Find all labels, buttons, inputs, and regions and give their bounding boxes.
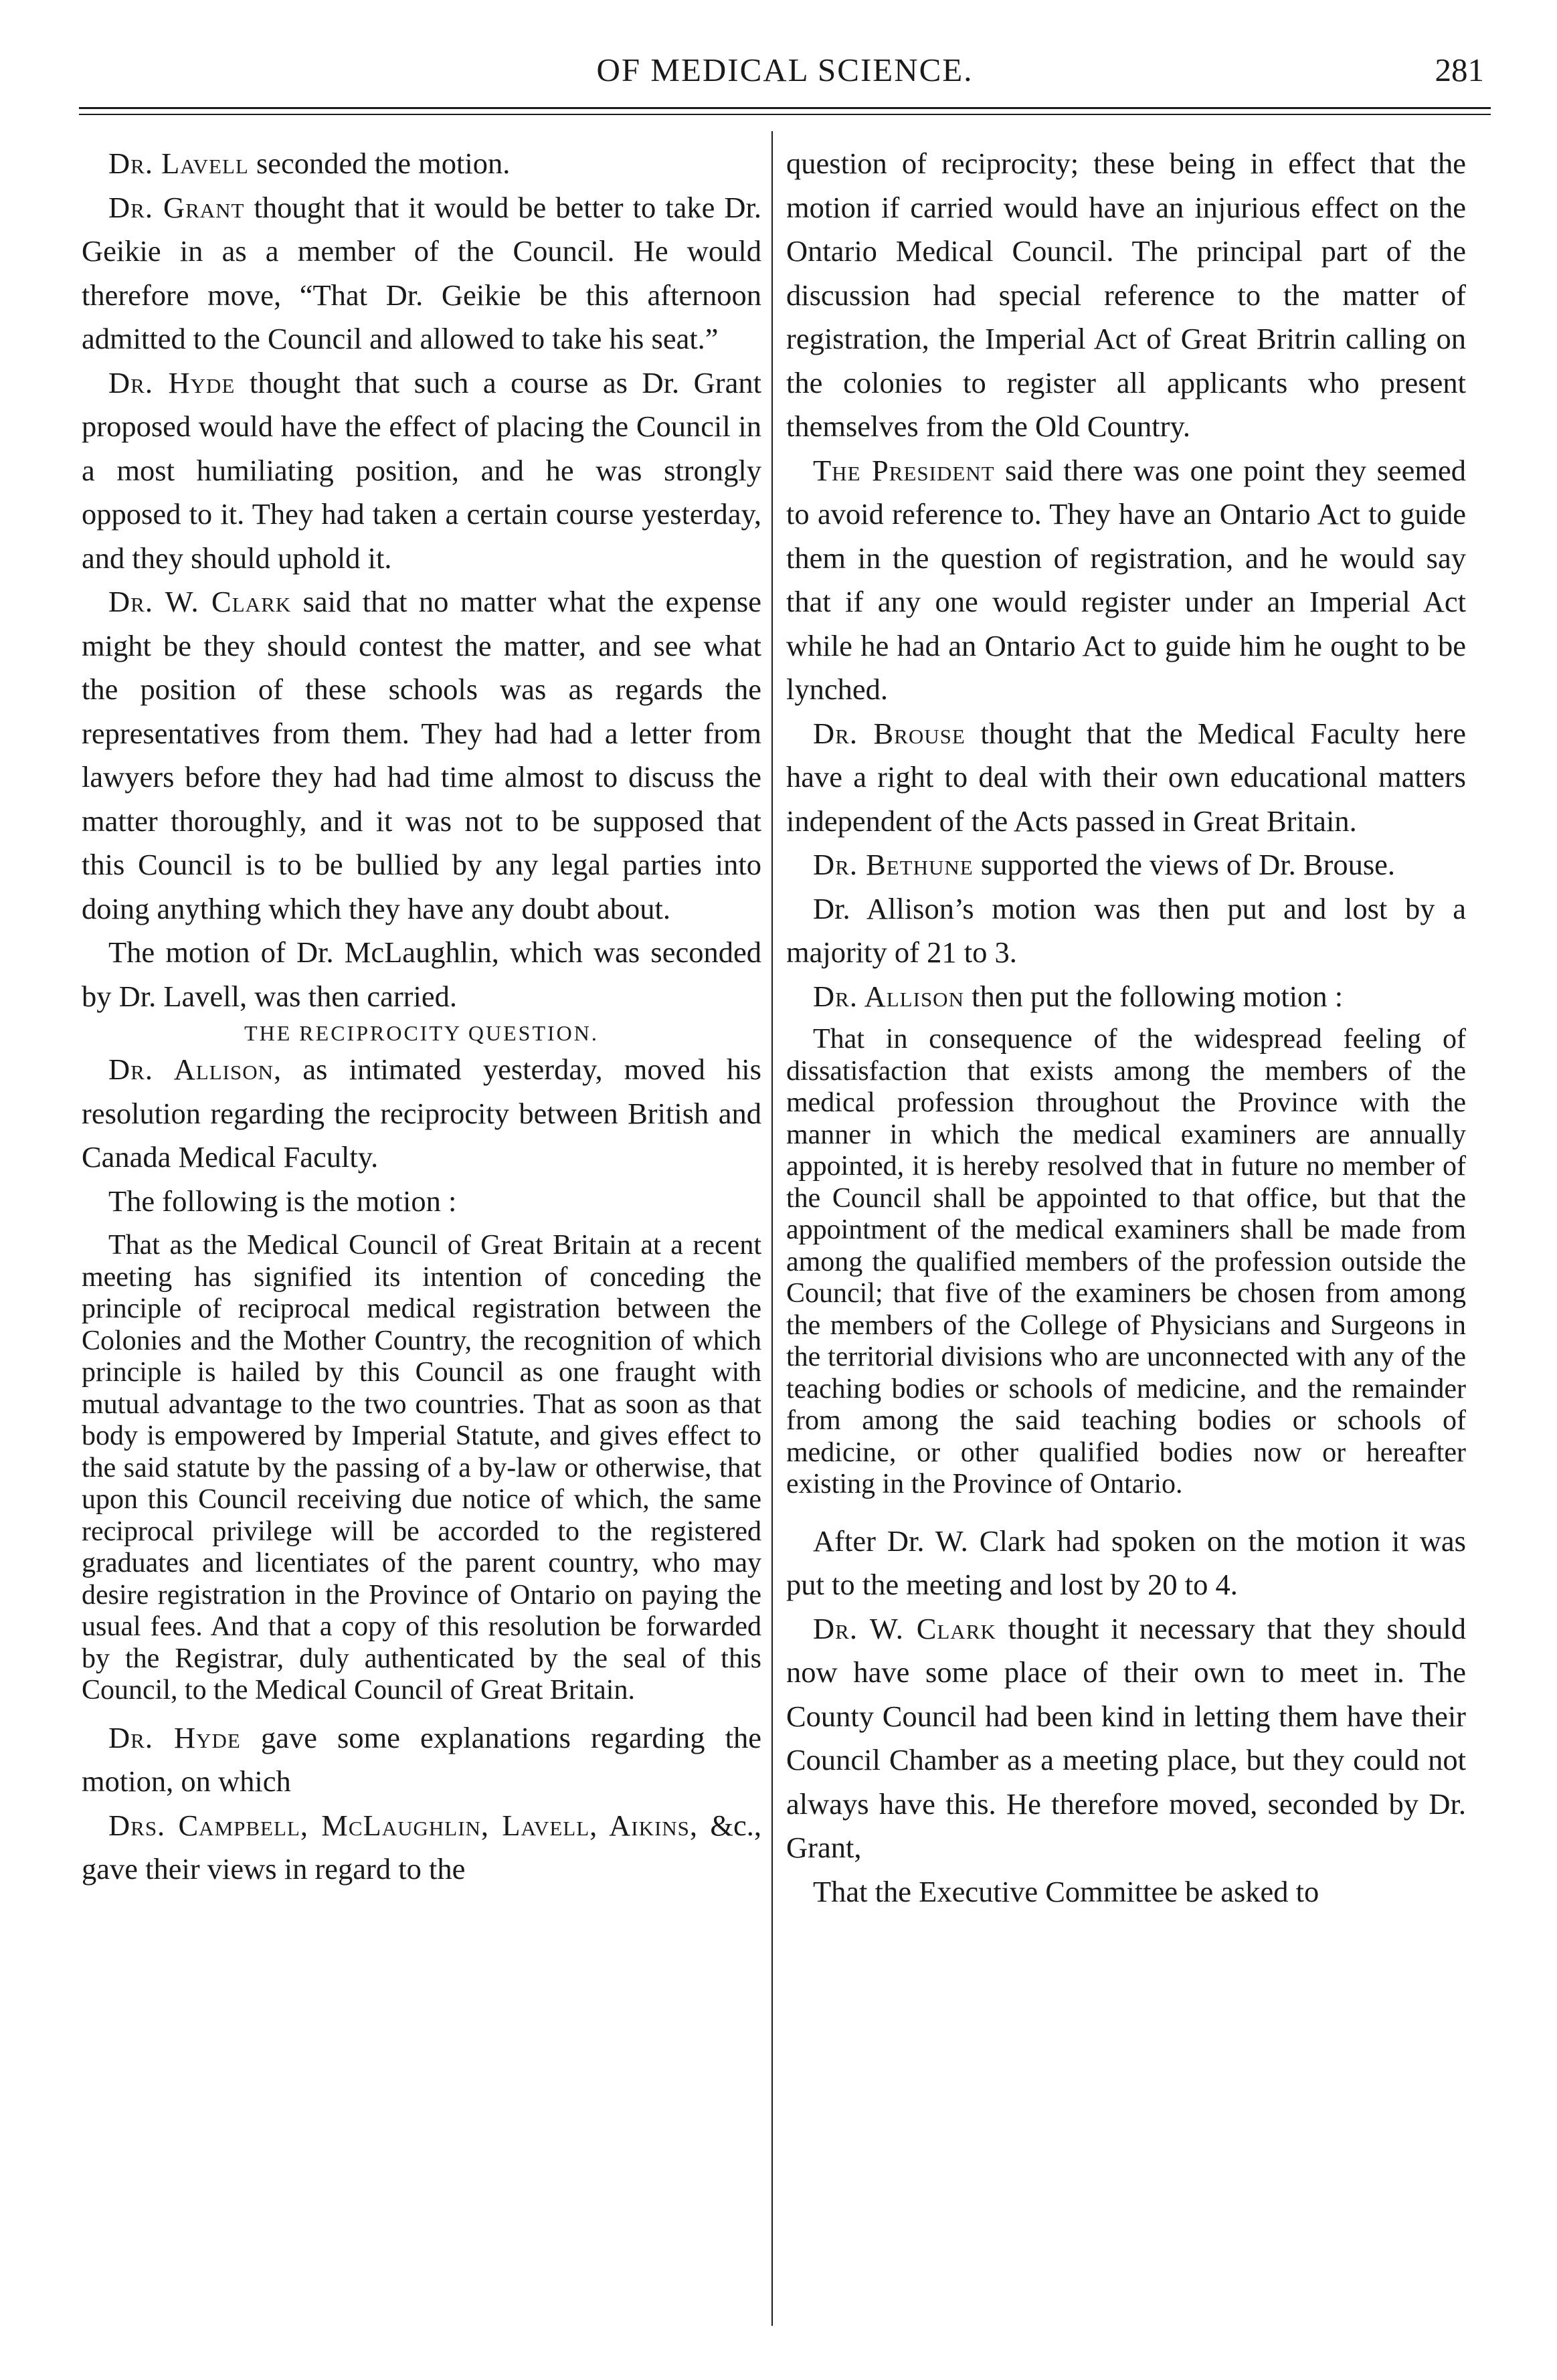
paragraph: [82, 1716, 761, 1804]
paragraph-text: then put the following motion :: [964, 979, 1344, 1013]
left-column: [82, 142, 761, 1892]
speaker-name: Dr. W. Clark: [108, 585, 292, 618]
speaker-name: Dr. Lavell: [108, 147, 249, 180]
paragraph-text: seconded the motion.: [248, 147, 511, 180]
speaker-name: Dr. Allison: [813, 979, 964, 1013]
speaker-name: Dr. Bethune: [813, 848, 974, 881]
header-rule: [79, 107, 1491, 109]
section-heading: THE RECIPROCITY QUESTION.: [244, 1021, 599, 1045]
running-title: OF MEDICAL SCIENCE.: [596, 52, 974, 88]
page-header: [79, 39, 1491, 106]
speaker-name: Drs. Campbell, McLaughlin, Lavell, Aikins,: [108, 1808, 699, 1842]
speaker-name: Dr. Hyde: [108, 365, 236, 399]
motion-text: That in consequence of the widespread feeling of dissatisfaction that exists among the members of the medical profession throughout the Province with the manner in which the medical examiners are annually appointed, it is hereby resolved that in future no member of the Council shall be appointed to that office, but that the appointment of the medical examiners shall be made from among the qualified members of the profession outside the Council; that five of the examiners be chosen from among the members of the College of Physicians and Surgeons in the territorial divisions who are unconnected with any of the teaching bodies or schools of medicine, and the remainder from among the said teaching bodies or schools of medicine, or other qualified bodies now or hereafter existing in the Province of Ontario.: [786, 1024, 1466, 1499]
paragraph: [786, 975, 1466, 1019]
speaker-name: The President: [813, 453, 995, 487]
speaker-name: Dr. Brouse: [813, 716, 966, 750]
speaker-name: Dr. Allison: [108, 1052, 274, 1086]
paragraph: [786, 712, 1466, 844]
paragraph: The following is the motion :: [108, 1184, 457, 1218]
paragraph-text: thought that the Medical Faculty here have a right to deal with their own educational matters independent of the Acts passed in Great Britain.: [786, 716, 1466, 838]
paragraph-text: thought it necessary that they should now have some place of their own to meet in. The County Council had been kind in letting them have their Council Chamber as a meeting place, but they could not always have this. He therefore moved, seconded by Dr. Grant,: [786, 1611, 1466, 1864]
paragraph: The motion of Dr. McLaughlin, which was seconded by Dr. Lavell, was then carried.: [82, 935, 761, 1013]
paragraph-text: supported the views of Dr. Brouse.: [973, 848, 1396, 881]
paragraph-text: &c., gave their views in regard to the: [82, 1808, 761, 1886]
paragraph: [82, 580, 761, 931]
paragraph: [82, 1804, 761, 1892]
paragraph: [786, 843, 1466, 887]
paragraph: After Dr. W. Clark had spoken on the motion it was put to the meeting and lost by 20 to 4.: [786, 1524, 1466, 1601]
motion-text: That as the Medical Council of Great Britain at a recent meeting has signified its intention of conceding the principle of reciprocal medical registration between the Colonies and the Mother Country, the recognition of which principle is hailed by this Council as one fraught with mutual advantage to the two countries. That as soon as that body is empowered by Imperial Statute, and gives effect to the said statute by the passing of a by-law or otherwise, that upon this Council receiving due notice of which, the same reciprocal privilege will be accorded to the registered graduates and licentiates of the parent country, who may desire registration in the Province of Ontario on paying the usual fees. And that a copy of this resolution be forwarded by the Registrar, duly authenticated by the seal of this Council, to the Medical Council of Great Britain.: [82, 1230, 761, 1706]
paragraph: [82, 1048, 761, 1180]
paragraph-text: said that no matter what the expense might be they should contest the matter, and see what the position of these schools was as regards the representatives from them. They had had a letter from lawyers before they had had time almost to discuss the matter thoroughly, and it was not to be supposed that this Council is to be bullied by any legal parties into doing anything which they have any doubt about.: [82, 585, 761, 925]
paragraph: That the Executive Committee be asked to: [813, 1874, 1319, 1908]
paragraph-text: said there was one point they seemed to avoid reference to. They have an Ontario Act to guide them in the question of registration, and he would say that if any one would register under an Imperial Act while he had an Ontario Act to guide him he ought to be lynched.: [786, 453, 1466, 706]
paragraph-text: thought that such a course as Dr. Grant proposed would have the effect of placing the Council in a most humiliating position, and he was strongly opposed to it. They had taken a certain course yesterday, and they should uphold it.: [82, 365, 761, 575]
paragraph-text: gave some explanations regarding the motion, on which: [82, 1720, 761, 1798]
column-divider: [771, 131, 773, 2326]
speaker-name: Dr. W. Clark: [813, 1611, 996, 1645]
header-rule-thin: [79, 114, 1491, 115]
paragraph: question of reciprocity; these being in effect that the motion if carried would have an injurious effect on the Ontario Medical Council. The principal part of the discussion had special reference to the matter of registration, the Imperial Act of Great Britrin calling on the colonies to register all applicants who present themselves from the Old Country.: [786, 147, 1466, 443]
speaker-name: Dr. Grant: [108, 190, 245, 224]
speaker-name: Dr. Hyde: [108, 1720, 241, 1754]
paragraph: [786, 1607, 1466, 1870]
paragraph: [82, 186, 761, 361]
paragraph-text: thought that it would be better to take Dr. Geikie in as a member of the Council. He would therefore move, “That Dr. Geikie be this afternoon admitted to the Council and allowed to take his seat.”: [82, 190, 761, 355]
paragraph: [786, 449, 1466, 712]
paragraph-text: , as intimated yesterday, moved his resolution regarding the reciprocity between British and Canada Medical Faculty.: [82, 1052, 761, 1174]
right-column: [786, 142, 1466, 1914]
page-number: 281: [1435, 52, 1484, 88]
paragraph: [82, 361, 761, 581]
paragraph: Dr. Allison’s motion was then put and lost by a majority of 21 to 3.: [786, 891, 1466, 969]
paragraph: [82, 142, 761, 186]
